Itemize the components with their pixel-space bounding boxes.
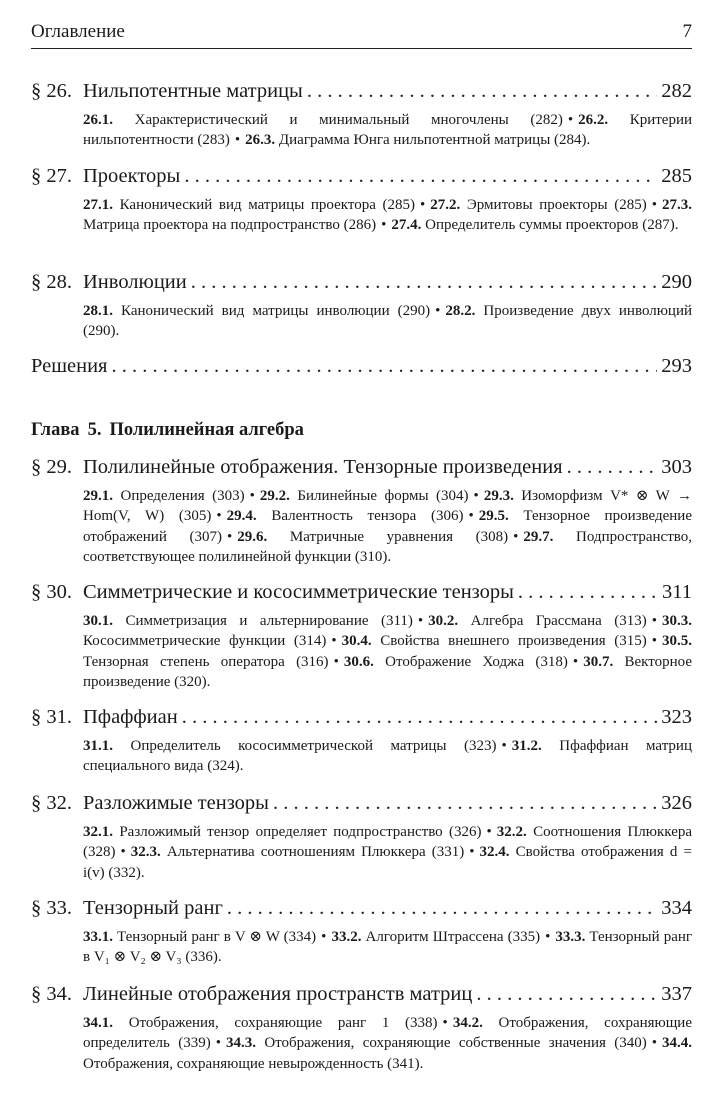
chapter-heading [31,417,692,443]
subsection-item[interactable]: Отображения, сохраняющие собственные значения (340) [264,1035,647,1052]
section-number: § 33. [31,897,72,919]
subsection-item[interactable]: Альтернатива соотношениям Плюккера (331) [166,844,465,861]
toc-entry-solutions[interactable] [31,352,692,380]
subsection-list: 33.1. Тензорный ранг в V ⊗ W (334) • 33.2. Алгоритм Штрассена (335) • 33.3. Тензорный ранг в V₁ ⊗ V₂ ⊗ V₃ (336). [83,929,693,966]
leader-dots [567,453,658,481]
section-title[interactable]: Проекторы [83,165,181,187]
toc-entry-30[interactable] [31,578,692,693]
subsection-item[interactable]: Алгебра Грассмана (313) [470,613,647,629]
section-title[interactable]: Полилинейные отображения. Тензорные произведения [83,456,563,478]
subsection-item[interactable]: Билинейные формы (304) [297,488,469,504]
section-title[interactable]: Симметрические и кососимметрические тензоры [83,581,514,603]
leader-dots [518,578,658,606]
leader-dots [227,894,657,922]
subsection-list: 29.1. Определения (303) • 29.2. Билинейные формы (304) • 29.3. Изоморфизм V* ⊗ W → Hom(V, W) (305) • 29.4. Валентность тензора (306) • 29.5. Тензорное произведение отображений (307) • 29.6. Матричные уравнения (308) • 29.7. Подпространство, соответствующее полилинейной функции (310). [83,488,693,566]
section-number: § 31. [31,706,72,728]
section-page: 323 [661,706,692,728]
section-page: 303 [661,456,692,478]
subsection-item[interactable]: Свойства внешнего произведения (315) [380,633,647,650]
section-number: § 29. [31,456,72,478]
leader-dots [112,352,658,380]
subsection-item[interactable]: Канонический вид матрицы проектора (285) [119,197,415,213]
page-number: 7 [682,21,692,42]
toc-page [31,0,692,1099]
subsection-item[interactable]: Алгоритм Штрассена (335) [365,929,541,945]
subsection-item[interactable]: Отображения, сохраняющие определитель (339) [83,1015,692,1052]
section-number: § 26. [31,80,72,102]
chapter-title: Полилинейная алгебра [109,420,304,440]
subsection-item[interactable]: Эрмитовы проекторы (285) [466,197,647,213]
section-title[interactable]: Нильпотентные матрицы [83,80,303,102]
subsection-item[interactable]: Определитель суммы проекторов (287). [425,217,679,234]
subsection-item[interactable]: Критерии нильпотентности (283) [83,112,693,149]
running-head-title: Оглавление [31,21,125,42]
subsection-list: 28.1. Канонический вид матрицы инволюции (290) • 28.2. Произведение двух инволюций (290). [83,303,693,340]
toc-entry-26[interactable] [31,77,692,151]
toc-entry-33[interactable] [31,894,692,968]
subsection-item[interactable]: Канонический вид матрицы инволюции (290) [121,303,431,319]
chapter-number: 5. [87,420,102,440]
section-page: 282 [661,80,692,102]
subsection-item[interactable]: Свойства отображения d = i(v) (332). [83,844,693,881]
subsection-item[interactable]: Характеристический и минимальный многочлены (282) [134,112,563,128]
section-page: 293 [661,355,692,377]
subsection-item[interactable]: Векторное произведение (320). [83,653,692,691]
subsection-item[interactable]: Пфаффиан матриц специального вида (324). [83,738,692,775]
subsection-item[interactable]: Изоморфизм V* ⊗ W → Hom(V, W) (305) [83,488,693,525]
subsection-item[interactable]: Симметризация и альтернирование (311) [125,613,413,629]
toc-entry-28[interactable] [31,268,692,342]
toc-entry-29[interactable] [31,453,692,568]
subsection-item[interactable]: Валентность тензора (306) [271,508,464,525]
subsection-item[interactable]: Отображение Ходжа (318) [385,653,568,670]
subsection-item[interactable]: Тензорная степень оператора (316) [83,653,329,670]
subsection-list: 30.1. Симметризация и альтернирование (311) • 30.2. Алгебра Грассмана (313) • 30.3. Кососимметрические функции (314) • 30.4. Свойства внешнего произведения (315) • 30.5. Тензорная степень оператора (316) • 30.6. Отображение Ходжа (318) • 30.7. Векторное произведение (320). [83,613,693,691]
subsection-item[interactable]: Определитель кососимметрической матрицы (323) [130,738,497,754]
subsection-item[interactable]: Отображения, сохраняющие невырожденность (341). [83,1055,424,1072]
subsection-item[interactable]: Отображения, сохраняющие ранг 1 (338) [128,1015,438,1031]
section-number: § 30. [31,581,72,603]
toc-entry-34[interactable] [31,980,692,1074]
leader-dots [184,162,657,190]
subsection-item[interactable]: Подпространство, соответствующее полилинейной функции (310). [83,528,692,566]
section-title[interactable]: Разложимые тензоры [83,792,269,814]
chapter-label: Глава [31,420,80,440]
subsection-item[interactable]: Тензорный ранг в V ⊗ W (334) [117,929,317,945]
subsection-list: 34.1. Отображения, сохраняющие ранг 1 (338) • 34.2. Отображения, сохраняющие определитель (339) • 34.3. Отображения, сохраняющие собственные значения (340) • 34.4. Отображения, сохраняющие невырожденность (341). [83,1015,693,1072]
toc-entry-31[interactable] [31,703,692,777]
subsection-list: 26.1. Характеристический и минимальный многочлены (282) • 26.2. Критерии нильпотентности (283) • 26.3. Диаграмма Юнга нильпотентной матрицы (284). [83,112,693,149]
section-page: 334 [661,897,692,919]
toc-entry-27[interactable] [31,162,692,236]
section-title[interactable]: Решения [31,355,108,377]
subsection-list: 31.1. Определитель кососимметрической матрицы (323) • 31.2. Пфаффиан матриц специального вида (324). [83,738,692,775]
subsection-list: 32.1. Разложимый тензор определяет подпространство (326) • 32.2. Соотношения Плюккера (328) • 32.3. Альтернатива соотношениям Плюккера (331) • 32.4. Свойства отображения d = i(v) (332). [83,824,693,881]
subsection-item[interactable]: Тензорное произведение отображений (307) [83,508,692,545]
section-title[interactable]: Тензорный ранг [83,897,223,919]
subsection-item[interactable]: Тензорный ранг в V₁ ⊗ V₂ ⊗ V₃ (336). [83,929,693,966]
leader-dots [191,268,657,296]
leader-dots [476,980,657,1008]
running-head [31,18,692,49]
section-page: 326 [661,792,692,814]
subsection-item[interactable]: Произведение двух инволюций (290). [83,303,693,340]
subsection-item[interactable]: Матричные уравнения (308) [289,528,509,545]
section-page: 285 [661,165,692,187]
toc-entry-32[interactable] [31,789,692,883]
section-title[interactable]: Инволюции [83,271,187,293]
subsection-item[interactable]: Матрица проектора на подпространство (286) [83,217,377,234]
leader-dots [307,77,657,105]
subsection-item[interactable]: Кососимметрические функции (314) [83,633,327,650]
subsection-item[interactable]: Разложимый тензор определяет подпространство (326) [119,824,482,840]
section-page: 290 [661,271,692,293]
section-title[interactable]: Пфаффиан [83,706,178,728]
section-number: § 34. [31,983,72,1005]
subsection-item[interactable]: Диаграмма Юнга нильпотентной матрицы (284). [278,132,591,149]
section-title[interactable]: Линейные отображения пространств матриц [83,983,473,1005]
section-page: 337 [661,983,692,1005]
subsection-list: 27.1. Канонический вид матрицы проектора (285) • 27.2. Эрмитовы проекторы (285) • 27.3. Матрица проектора на подпространство (286) • 27.4. Определитель суммы проекторов (287). [83,197,692,234]
section-number: § 27. [31,165,72,187]
leader-dots [273,789,657,817]
leader-dots [182,703,658,731]
subsection-item[interactable]: Определения (303) [120,488,245,504]
section-page: 311 [662,581,692,603]
subsection-item[interactable]: Соотношения Плюккера (328) [83,824,693,861]
section-number: § 32. [31,792,72,814]
section-number: § 28. [31,271,72,293]
